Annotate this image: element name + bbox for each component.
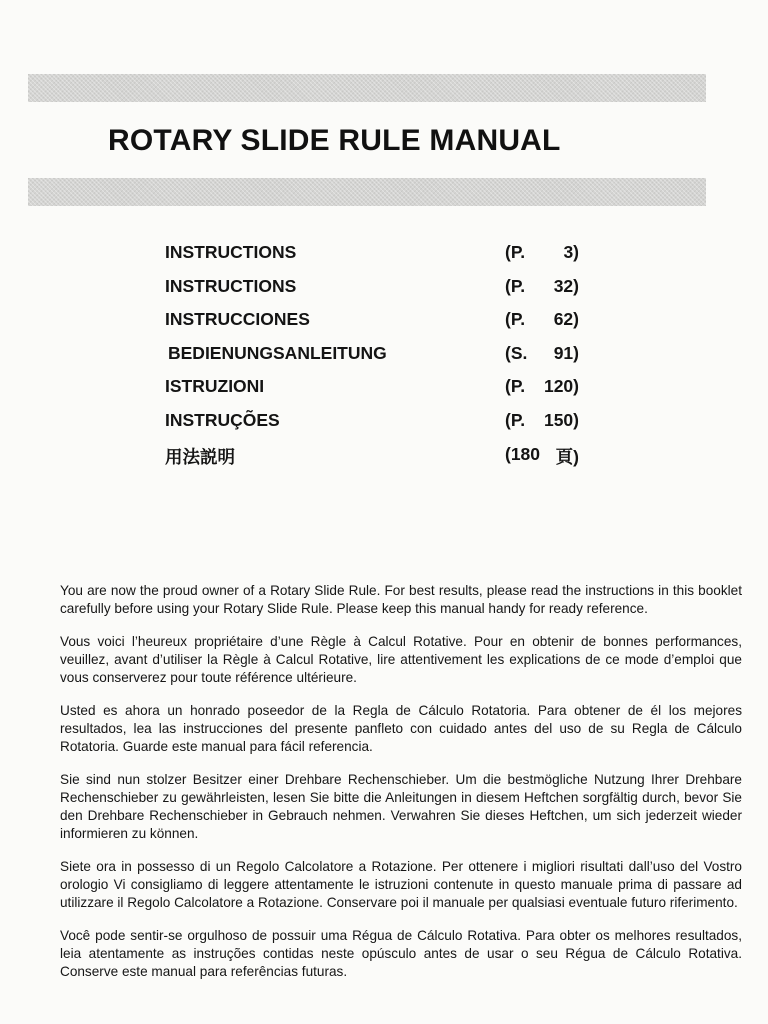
toc-page-number: 150) <box>543 409 579 430</box>
intro-paragraph-french: Vous voici l’heureux propriétaire d’une Règle à Calcul Rotative. Pour en obtenir de bonnes performances, veuillez, avant d’utiliser la Règle à Calcul Rotative, lire attentivement les explications de ce mode d’emploi que vous conserverez pour toute référence ultérieure. <box>60 634 742 685</box>
toc-label: 用法説明 <box>165 446 235 467</box>
toc-label: INSTRUCTIONS <box>165 242 297 262</box>
toc-page-prefix: (180 <box>505 443 541 464</box>
toc-page-prefix: (P. <box>505 376 526 397</box>
toc-page-prefix: (P. <box>505 409 526 430</box>
toc-page-prefix: (P. <box>505 275 526 296</box>
toc-entry-english <box>165 242 581 276</box>
intro-paragraph-german: Sie sind nun stolzer Besitzer einer Drehbare Rechenschieber. Um die bestmögliche Nutzung Ihrer Drehbare Rechenschieber zu gewährleisten, lesen Sie bitte die Anleitungen in diesem Heftchen sorgfältig durch, bevor Sie den Drehbare Rechenschieber in Gebrauch nehmen. Verwahren Sie dieses Heftchen, um sich jederzeit wieder informieren zu können. <box>60 772 742 841</box>
intro-text <box>60 582 742 996</box>
decorative-bar-top <box>28 74 706 102</box>
toc-label: INSTRUCCIONES <box>165 309 310 330</box>
toc-page-number: 91) <box>553 342 579 363</box>
toc-entry-german <box>165 343 581 377</box>
toc-label: INSTRUÇÕES <box>165 409 280 430</box>
intro-paragraph-spanish: Usted es ahora un honrado poseedor de la Regla de Cálculo Rotatoria. Para obtener de él los mejores resultados, lea las instrucciones del presente panfleto con cuidado antes del uso de su Regla de Cálculo Rotatoria. Guarde este manual para fácil referencia. <box>60 703 742 754</box>
page-title: ROTARY SLIDE RULE MANUAL <box>108 124 561 157</box>
toc-label: BEDIENUNGSANLEITUNG <box>168 342 387 363</box>
toc-page-number: 120) <box>543 376 579 397</box>
toc-label: INSTRUCTIONS <box>165 275 297 296</box>
intro-paragraph-portuguese: Você pode sentir-se orgulhoso de possuir uma Régua de Cálculo Rotativa. Para obter os melhores resultados, leia atentamente as instruções contidas neste opúsculo antes de usar o seu Régua de Cálculo Rotativa. Conserve este manual para referências futuras. <box>60 928 742 979</box>
intro-paragraph-english: You are now the proud owner of a Rotary Slide Rule. For best results, please read the instructions in this booklet carefully before using your Rotary Slide Rule. Please keep this manual handy for ready reference. <box>60 583 742 616</box>
toc-page-prefix: (S. <box>505 342 528 363</box>
toc-entry-italian <box>165 376 581 410</box>
toc-page-prefix: (P. <box>505 309 526 330</box>
toc-entry-french <box>165 276 581 310</box>
toc-page-number: 62) <box>553 309 579 330</box>
toc-entry-spanish <box>165 309 581 343</box>
toc-entry-japanese <box>165 444 581 478</box>
intro-paragraph-italian: Siete ora in possesso di un Regolo Calcolatore a Rotazione. Per ottenere i migliori risultati dall’uso del Vostro orologio Vi consigliamo di leggere attentamente le istruzioni contenute in questo manuale prima di passare ad utilizzare il Regolo Calcolatore a Rotazione. Conservare poi il manuale per qualsiasi eventuale futuro riferimento. <box>60 859 742 910</box>
table-of-contents <box>165 242 581 477</box>
toc-page-prefix: (P. <box>505 242 526 262</box>
decorative-bar-bottom <box>28 178 706 206</box>
toc-page-number: 32) <box>553 275 579 296</box>
toc-page-number: 3) <box>563 242 579 262</box>
toc-page-number: 頁) <box>555 446 579 467</box>
toc-entry-portuguese <box>165 410 581 444</box>
toc-label: ISTRUZIONI <box>165 376 265 397</box>
